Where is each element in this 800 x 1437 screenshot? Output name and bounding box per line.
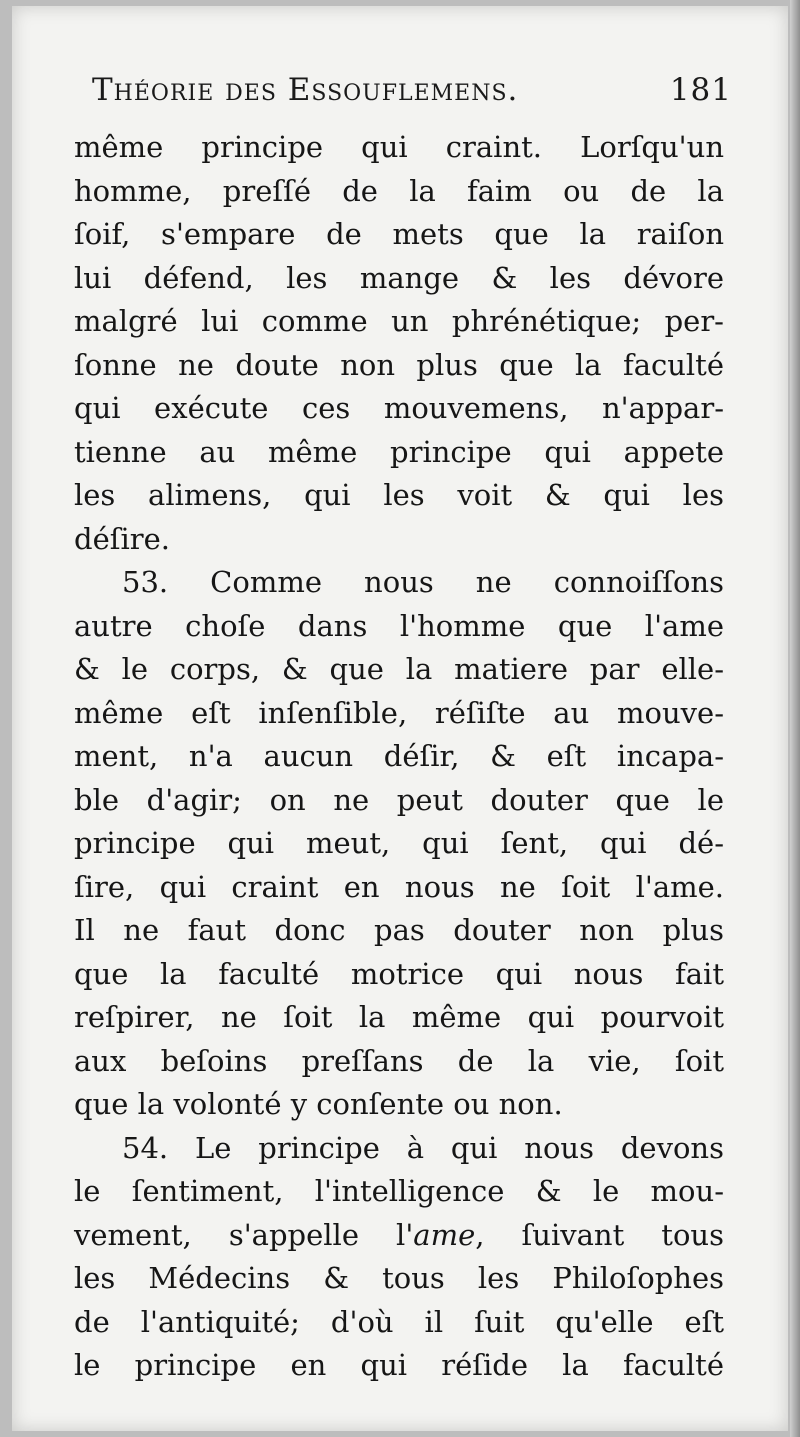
text-line: le principe en qui réſide la faculté [74,1348,724,1382]
text-line: les Médecins & tous les Philoſophes [74,1261,724,1295]
italic-word-ame: ame [413,1217,476,1252]
text-line: ble d'agir; on ne peut douter que le [74,782,724,817]
text-line: autre choſe dans l'homme que l'ame [74,608,724,643]
text-line: principe qui meut, qui ſent, qui dé- [74,826,724,860]
text-line: que la faculté motrice qui nous fait [74,956,724,991]
text-line: malgré lui comme un phrénétique; per- [74,304,724,338]
text-line: lui défend, les mange & les dévore [74,260,724,295]
text-line: ſonne ne doute non plus que la faculté [74,347,724,382]
body-text [74,126,724,1388]
text-line: le ſentiment, l'intelligence & le mou- [74,1174,724,1208]
text-line: que la volonté y conſente ou non. [74,1087,563,1121]
paragraph-53-start: 53. Comme nous ne connoiſſons [122,565,724,599]
text-line: & le corps, & que la matiere par elle- [74,652,724,686]
text-line: tienne au même principe qui appete [74,434,724,469]
text-segment: , ſuivant tous [475,1217,724,1252]
text-line: déſire. [74,521,170,556]
text-line: Il ne faut donc pas douter non plus [74,913,724,947]
running-head [92,72,732,120]
text-line: même eſt inſenſible, réſiſte au mouve- [74,695,724,730]
text-line: de l'antiquité; d'où il ſuit qu'elle eſt [74,1304,724,1339]
text-segment: vement, s'appelle l' [74,1217,414,1252]
text-line: qui exécute ces mouvemens, n'appar- [74,391,724,425]
text-line: même principe qui craint. Lorſqu'un [74,130,724,164]
text-line: reſpirer, ne ſoit la même qui pourvoit [74,1000,724,1034]
running-head-title: Théorie des Essouflemens. [92,72,519,108]
text-line [74,1214,724,1258]
paragraph-54-start: 54. Le principe à qui nous devons [122,1130,724,1165]
text-line: les alimens, qui les voit & qui les [74,478,724,512]
page-number: 181 [669,72,732,108]
text-line: ſire, qui craint en nous ne ſoit l'ame. [74,869,724,904]
page-edge-shadow [790,0,800,1437]
text-line: aux beſoins preſſans de la vie, ſoit [74,1043,724,1078]
text-line: ſoif, s'empare de mets que la raiſon [74,217,724,251]
text-line: ment, n'a aucun déſir, & eſt incapa- [74,739,724,773]
text-line: homme, preſſé de la faim ou de la [74,173,724,208]
